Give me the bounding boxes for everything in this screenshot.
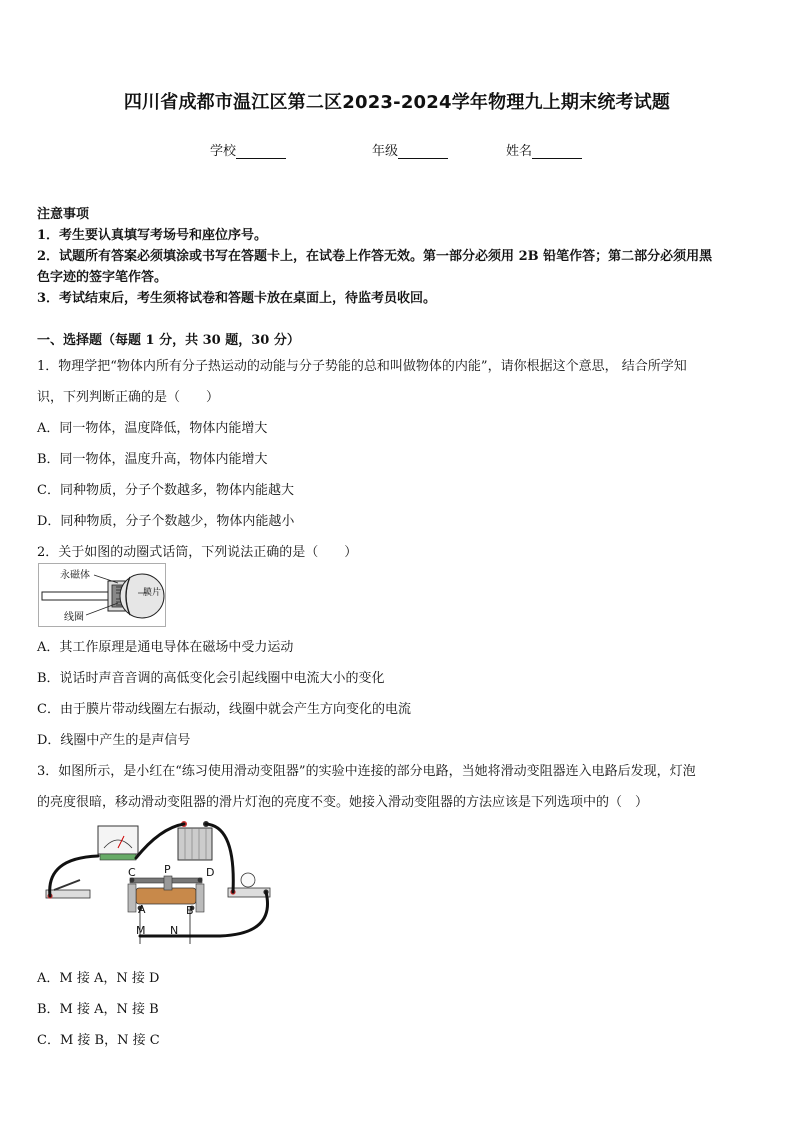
question-3-option-b[interactable]: B．M 接 A，N 接 B — [37, 1002, 159, 1017]
microphone-figure — [38, 563, 166, 627]
question-1-option-a[interactable]: A．同一物体，温度降低，物体内能增大 — [37, 421, 268, 436]
grade-field[interactable] — [372, 140, 448, 159]
question-3-stem: 3．如图所示，是小红在“练习使用滑动变阻器”的实验中连接的部分电路，当她将滑动变阻器连入电路后发现，灯泡 — [37, 764, 696, 779]
question-2-option-a[interactable]: A．其工作原理是通电导体在磁场中受力运动 — [37, 640, 294, 655]
question-2-option-d[interactable]: D．线圈中产生的是声信号 — [37, 733, 191, 748]
battery-icon — [178, 821, 212, 860]
notice-item: 2．试题所有答案必须填涂或书写在答题卡上，在试卷上作答无效。第一部分必须用 2B 铅笔作答；第二部分必须用黑 — [37, 249, 713, 264]
membrane-label: 膜片 — [143, 588, 162, 598]
notice-item: 1．考生要认真填写考场号和座位序号。 — [37, 228, 268, 243]
question-2-option-b[interactable]: B．说话时声音音调的高低变化会引起线圈中电流大小的变化 — [37, 671, 385, 686]
notice-item: 3．考试结束后，考生须将试卷和答题卡放在桌面上，待监考员收回。 — [37, 291, 437, 306]
question-1-option-b[interactable]: B．同一物体，温度升高，物体内能增大 — [37, 452, 268, 467]
question-1-option-c[interactable]: C．同种物质，分子个数越多，物体内能越大 — [37, 483, 294, 498]
question-1-stem: 识，下列判断正确的是（ ） — [37, 390, 220, 405]
question-2-stem: 2．关于如图的动圈式话筒，下列说法正确的是（ ） — [37, 545, 358, 560]
meter-icon — [98, 826, 138, 860]
question-2-option-c[interactable]: C．由于膜片带动线圈左右振动，线圈中就会产生方向变化的电流 — [37, 702, 411, 717]
coil-label: 线圈 — [64, 612, 84, 623]
terminal-b-label: B — [186, 904, 194, 917]
question-3-option-a[interactable]: A．M 接 A，N 接 D — [37, 971, 160, 986]
notice-item: 色字迹的签字笔作答。 — [37, 270, 168, 285]
switch-icon — [46, 880, 90, 899]
question-3-stem: 的亮度很暗，移动滑动变阻器的滑片灯泡的亮度不变。她接入滑动变阻器的方法应该是下列选项中的（ ） — [37, 795, 649, 810]
lead-m-label: M — [136, 924, 146, 937]
terminal-a-label: A — [138, 903, 146, 916]
question-1-stem: 1．物理学把“物体内所有分子热运动的动能与分子势能的总和叫做物体的内能”，请你根据这个意思， 结合所学知 — [37, 359, 687, 374]
circuit-figure — [40, 818, 278, 944]
lead-n-label: N — [170, 924, 179, 937]
question-3-option-c[interactable]: C．M 接 B，N 接 C — [37, 1033, 160, 1048]
school-label: 学校 — [210, 144, 237, 159]
name-field[interactable] — [506, 140, 582, 159]
grade-label: 年级 — [372, 144, 399, 159]
name-label: 姓名 — [506, 144, 533, 159]
magnet-label: 永磁体 — [60, 570, 90, 581]
terminal-c-label: C — [128, 866, 136, 879]
school-blank[interactable] — [236, 144, 286, 159]
page-title: 四川省成都市温江区第二区2023-2024学年物理九上期末统考试题 — [123, 92, 671, 113]
school-field[interactable] — [210, 140, 286, 159]
slider-p-label: P — [164, 863, 171, 876]
section-heading: 一、选择题（每题 1 分，共 30 题，30 分） — [37, 333, 300, 348]
notice-heading: 注意事项 — [37, 207, 90, 222]
terminal-d-label: D — [206, 866, 215, 879]
question-1-option-d[interactable]: D．同种物质，分子个数越少，物体内能越小 — [37, 514, 295, 529]
grade-blank[interactable] — [398, 144, 448, 159]
name-blank[interactable] — [532, 144, 582, 159]
